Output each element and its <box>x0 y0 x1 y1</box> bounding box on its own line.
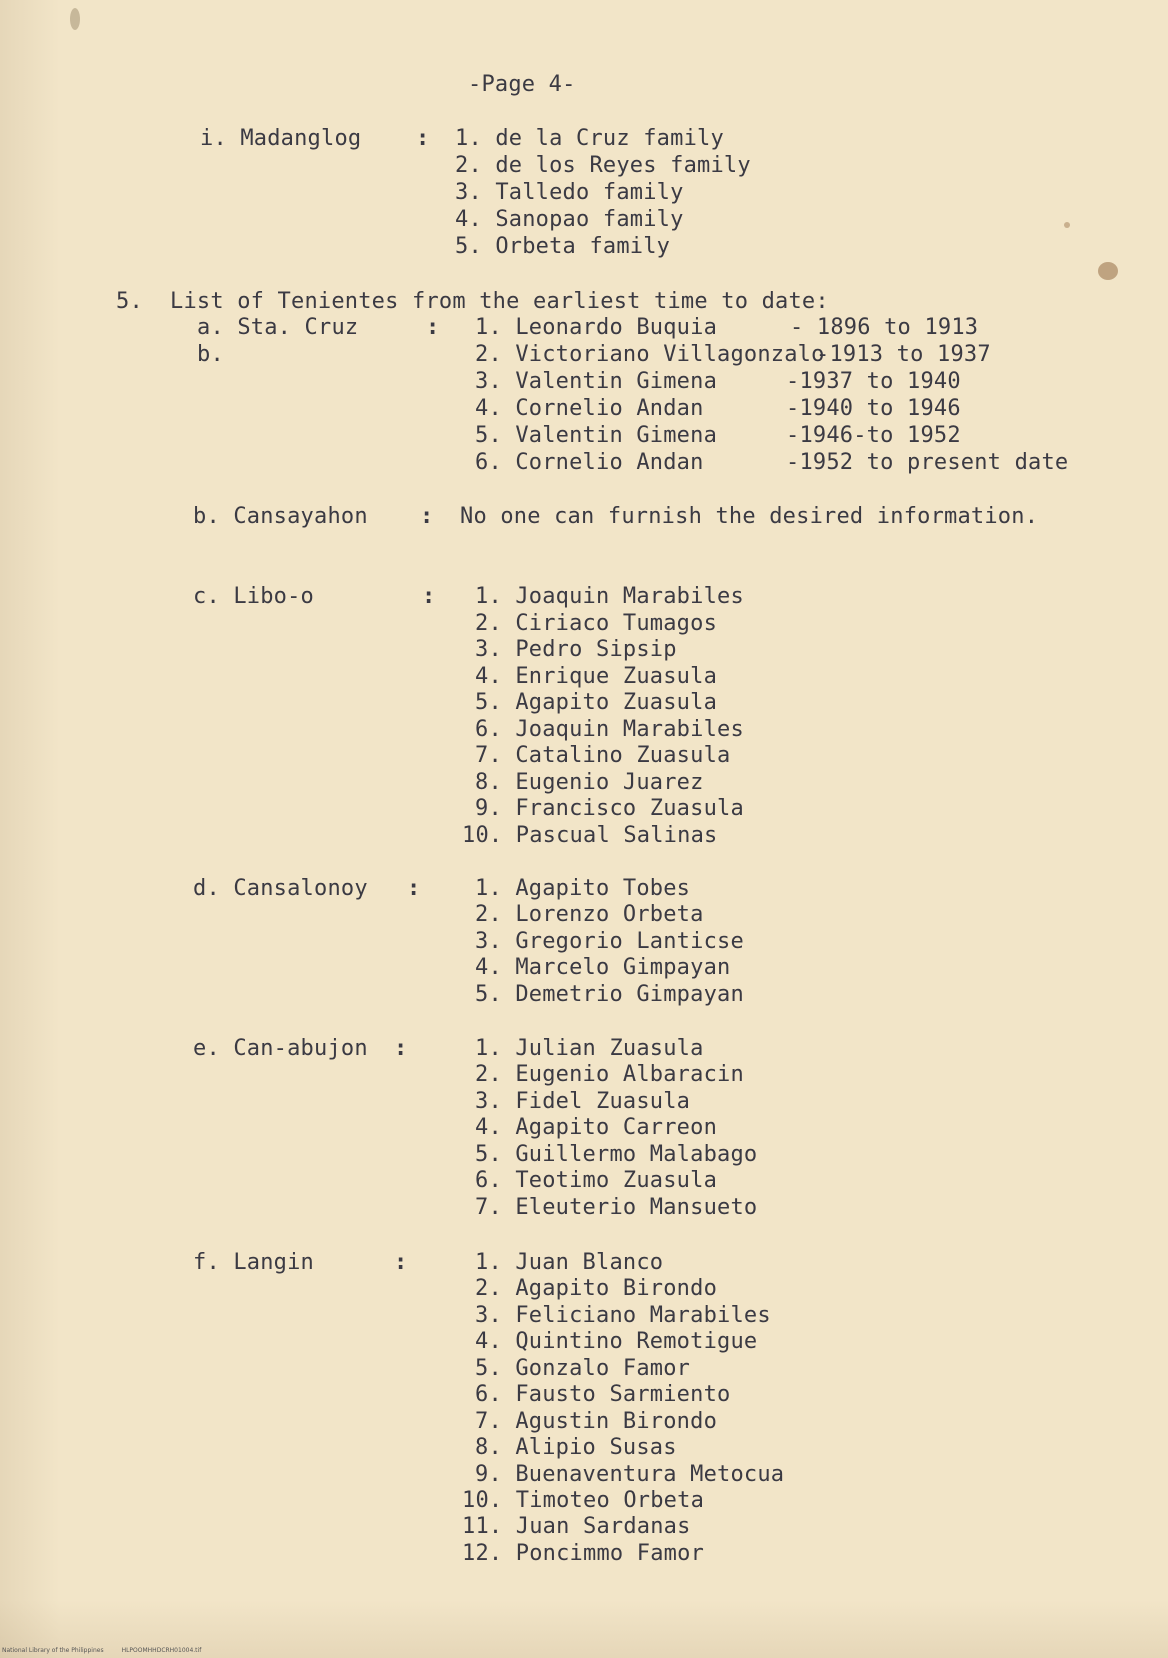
page-label: -Page 4- <box>468 72 576 97</box>
paper-stain <box>1098 262 1118 280</box>
list-item: 2. Eugenio Albaracin <box>475 1062 744 1087</box>
list-item: 2. Lorenzo Orbeta <box>475 902 704 927</box>
list-item: 4. Quintino Remotigue <box>475 1329 758 1354</box>
langin-label: f. Langin <box>193 1250 315 1275</box>
list-item: 5. Agapito Zuasula <box>475 690 718 715</box>
sta-cruz-colon: : <box>426 315 440 340</box>
teniente-years: -1940 to 1946 <box>786 396 961 421</box>
sta-cruz-label: a. Sta. Cruz <box>197 315 359 340</box>
list-item: 7. Agustin Birondo <box>475 1409 718 1434</box>
list-item: 3. Feliciano Marabiles <box>475 1303 771 1328</box>
cansayahon-label: b. Cansayahon <box>193 504 368 529</box>
footer-file: HLPOOMHHDCRH01004.tif <box>121 1647 202 1654</box>
list-item: 6. Joaquin Marabiles <box>475 717 744 742</box>
teniente-years: -1937 to 1940 <box>786 369 961 394</box>
can-abujon-colon: : <box>394 1036 408 1061</box>
libo-o-label: c. Libo-o <box>193 584 315 609</box>
list-item: 10. Timoteo Orbeta <box>462 1488 705 1513</box>
list-item: 8. Alipio Susas <box>475 1435 677 1460</box>
teniente-name: 5. Valentin Gimena <box>475 423 718 448</box>
list-item: 7. Eleuterio Mansueto <box>475 1195 758 1220</box>
list-item: 3. Talledo family <box>455 180 684 205</box>
list-item: 6. Teotimo Zuasula <box>475 1168 718 1193</box>
scan-footer <box>2 1647 219 1655</box>
teniente-name: 2. Victoriano Villagonzalo <box>475 342 825 367</box>
list-item: 6. Fausto Sarmiento <box>475 1382 731 1407</box>
list-item: 1. Agapito Tobes <box>475 876 691 901</box>
cansayahon-text: No one can furnish the desired information. <box>460 504 1039 529</box>
teniente-years: -1913 to 1937 <box>816 342 991 367</box>
list-item: 1. Julian Zuasula <box>475 1036 704 1061</box>
footer-library: National Library of the Philippines <box>2 1647 104 1654</box>
list-item: 10. Pascual Salinas <box>462 823 718 848</box>
cansayahon-colon: : <box>420 504 434 529</box>
list-item: 4. Marcelo Gimpayan <box>475 955 731 980</box>
teniente-years: -1946-to 1952 <box>786 423 961 448</box>
list-item: 5. Gonzalo Famor <box>475 1356 691 1381</box>
list-item: 3. Fidel Zuasula <box>475 1089 691 1114</box>
teniente-name: 4. Cornelio Andan <box>475 396 704 421</box>
list-item: 5. Orbeta family <box>455 234 671 259</box>
list-item: 1. Joaquin Marabiles <box>475 584 744 609</box>
list-item: 5. Guillermo Malabago <box>475 1142 758 1167</box>
list-item: 4. Sanopao family <box>455 207 684 232</box>
list-item: 9. Buenaventura Metocua <box>475 1462 785 1487</box>
list-item: 8. Eugenio Juarez <box>475 770 704 795</box>
list-item: 3. Pedro Sipsip <box>475 637 677 662</box>
paper-stain <box>1064 222 1070 228</box>
list-item: 1. de la Cruz family <box>455 126 724 151</box>
list-item: 2. de los Reyes family <box>455 153 751 178</box>
list-item: 2. Ciriaco Tumagos <box>475 611 718 636</box>
sta-cruz-sub-label: b. <box>197 342 224 367</box>
teniente-name: 3. Valentin Gimena <box>475 369 718 394</box>
list-item: 4. Agapito Carreon <box>475 1115 718 1140</box>
madanglog-label: i. Madanglog <box>200 126 362 151</box>
list-item: 5. Demetrio Gimpayan <box>475 982 744 1007</box>
paper-stain <box>70 8 80 30</box>
teniente-name: 6. Cornelio Andan <box>475 450 704 475</box>
libo-o-colon: : <box>422 584 436 609</box>
list-item: 7. Catalino Zuasula <box>475 743 731 768</box>
teniente-years: - 1896 to 1913 <box>790 315 979 340</box>
list-item: 9. Francisco Zuasula <box>475 796 744 821</box>
cansalonoy-label: d. Cansalonoy <box>193 876 368 901</box>
teniente-name: 1. Leonardo Buquia <box>475 315 718 340</box>
teniente-years: -1952 to present date <box>786 450 1069 475</box>
madanglog-colon: : <box>416 126 430 151</box>
list-item: 2. Agapito Birondo <box>475 1276 718 1301</box>
list-item: 3. Gregorio Lanticse <box>475 929 744 954</box>
list-item: 11. Juan Sardanas <box>462 1514 691 1539</box>
cansalonoy-colon: : <box>407 876 421 901</box>
list-item: 4. Enrique Zuasula <box>475 664 718 689</box>
section-heading: List of Tenientes from the earliest time to date: <box>170 289 829 314</box>
section-number: 5. <box>116 289 143 314</box>
can-abujon-label: e. Can-abujon <box>193 1036 368 1061</box>
list-item: 12. Poncimmo Famor <box>462 1541 705 1566</box>
list-item: 1. Juan Blanco <box>475 1250 664 1275</box>
langin-colon: : <box>394 1250 408 1275</box>
